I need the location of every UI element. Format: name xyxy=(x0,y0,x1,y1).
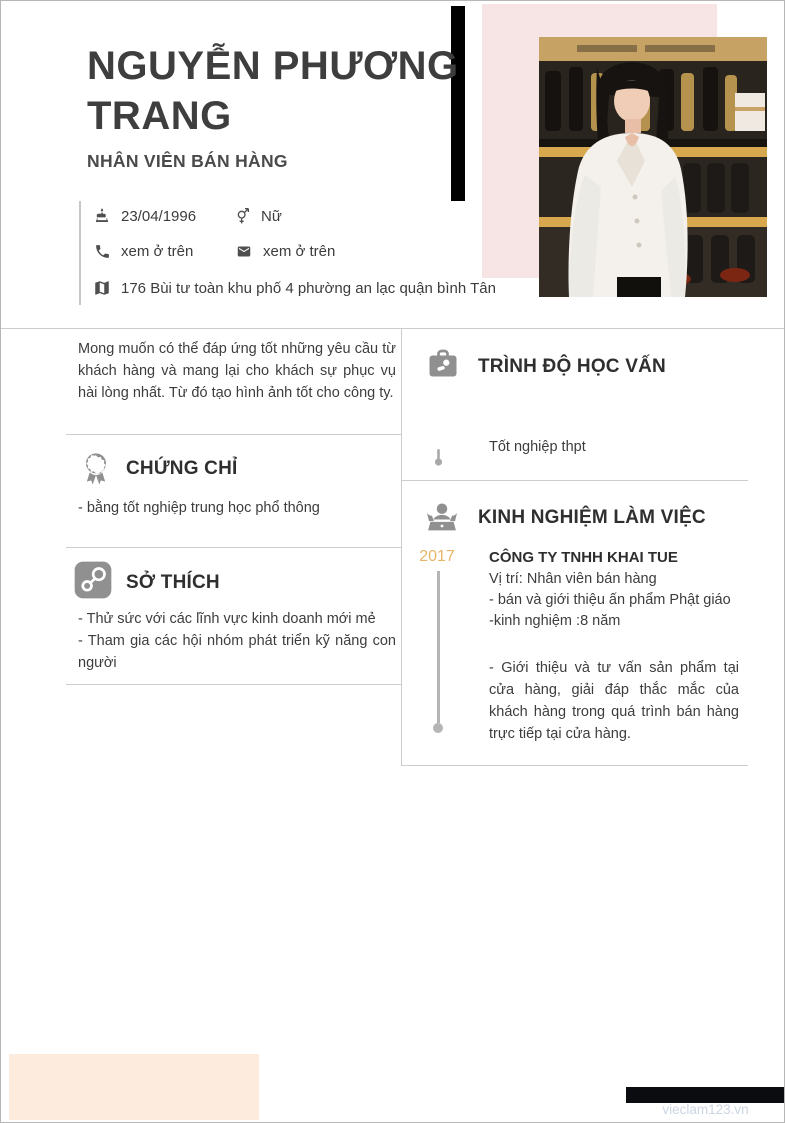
phone-value: xem ở trên xyxy=(121,243,194,260)
timeline-line xyxy=(437,571,440,723)
camera-bag-icon xyxy=(425,348,461,384)
hobbies-title: SỞ THÍCH xyxy=(126,572,220,593)
footer-black-bar xyxy=(626,1087,785,1103)
certificate-item: - bằng tốt nghiệp trung học phổ thông xyxy=(78,500,320,516)
peach-decoration-block xyxy=(9,1054,259,1120)
gender-item xyxy=(235,207,282,225)
pin-icon xyxy=(434,449,443,467)
hobbies-section xyxy=(66,548,401,685)
watermark-text: vieclam123.vn xyxy=(662,1102,749,1117)
left-column xyxy=(66,328,401,685)
certificates-section xyxy=(66,435,401,548)
hobby-list xyxy=(78,608,396,674)
education-entry: Tốt nghiệp thpt xyxy=(489,439,586,455)
job-title: NHÂN VIÊN BÁN HÀNG xyxy=(87,151,288,171)
candidate-name: NGUYỄN PHƯƠNG TRANG xyxy=(87,44,459,138)
phone-item xyxy=(94,243,193,260)
duty-paragraph: - Giới thiệu và tư vấn sản phẩm tại cửa hàng, giải đáp thắc mắc của khách hàng trong quá trình bán hàng trực tiếp tại cửa hàng. xyxy=(489,660,739,742)
phone-icon xyxy=(94,243,111,260)
address-item xyxy=(93,279,496,297)
right-column xyxy=(401,328,748,766)
objective-text: Mong muốn có thể đáp ứng tốt những yêu cầu từ khách hàng và mang lại cho khách sự phục vụ hài lòng nhất. Từ đó tạo hình ảnh tốt cho công ty. xyxy=(78,341,396,401)
contact-info xyxy=(79,201,499,305)
duty-line: - bán và giới thiệu ấn phẩm Phật giáo xyxy=(489,592,731,608)
hobby-item: - Thử sức với các lĩnh vực kinh doanh mới mẻ xyxy=(78,611,376,627)
experience-entry xyxy=(489,547,739,745)
map-marker-icon xyxy=(93,279,111,297)
education-section xyxy=(401,328,748,481)
profile-photo xyxy=(539,37,767,297)
certificates-title: CHỨNG CHỈ xyxy=(126,458,238,479)
gender-icon xyxy=(235,207,251,225)
education-title: TRÌNH ĐỘ HỌC VẤN xyxy=(478,356,666,377)
gender-value: Nữ xyxy=(261,207,282,225)
experience-title: KINH NGHIỆM LÀM VIỆC xyxy=(478,507,706,528)
rosette-badge-icon xyxy=(76,450,116,490)
company-name: CÔNG TY TNHH KHAI TUE xyxy=(489,549,678,566)
dob-value: 23/04/1996 xyxy=(121,207,197,225)
hobby-item: - Tham gia các hội nhóm phát triển kỹ năng con người xyxy=(78,633,396,671)
dob-item xyxy=(93,207,196,225)
position-line: Vị trí: Nhân viên bán hàng xyxy=(489,571,657,587)
email-value: xem ở trên xyxy=(263,243,336,260)
objective-section xyxy=(66,328,401,435)
envelope-icon xyxy=(235,244,253,259)
experience-year: 2017 xyxy=(419,548,455,565)
cake-icon xyxy=(93,207,111,225)
duty-line: -kinh nghiệm :8 năm xyxy=(489,613,621,629)
email-item xyxy=(235,243,335,260)
steam-icon xyxy=(72,560,114,600)
person-laptop-icon xyxy=(423,501,461,535)
timeline-dot xyxy=(433,723,443,733)
address-value: 176 Bùi tư toàn khu phố 4 phường an lạc quận bình Tân xyxy=(121,279,496,297)
experience-section xyxy=(401,481,748,766)
